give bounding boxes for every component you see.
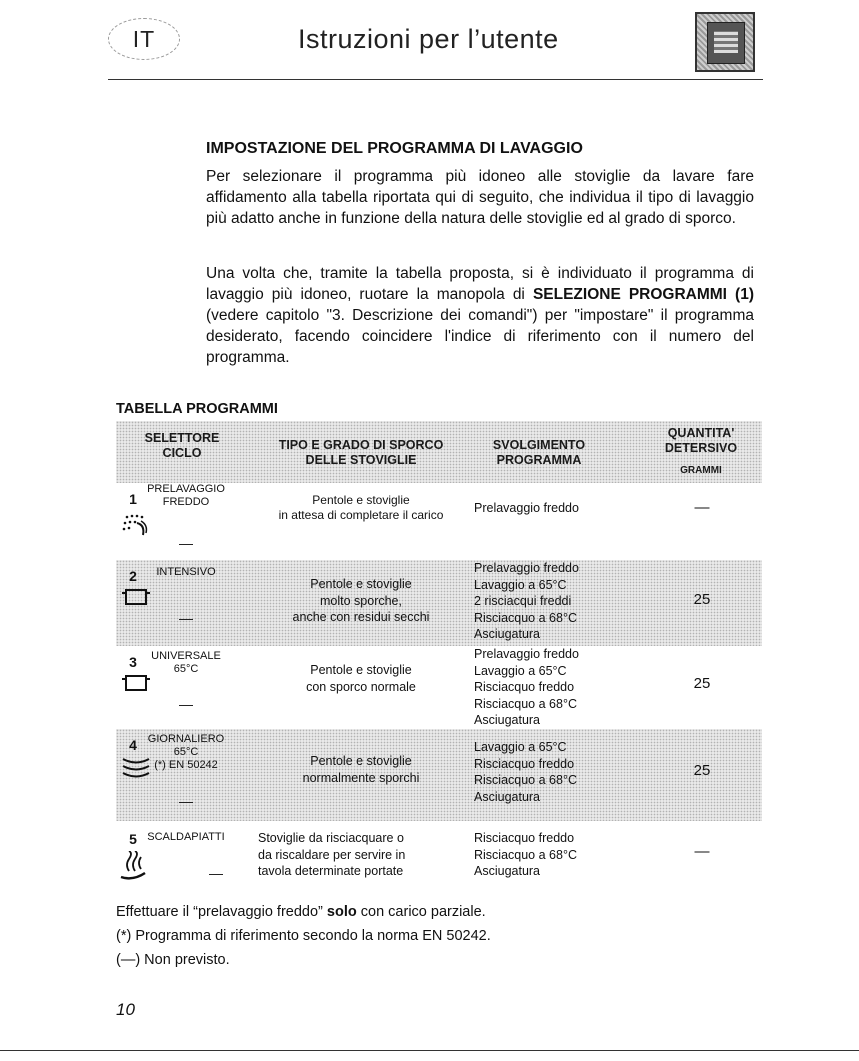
program-steps — [474, 739, 644, 805]
soil-type-line: Pentole e stoviglie — [310, 754, 412, 768]
selector-line: PRELAVAGGIO — [147, 483, 225, 495]
program-step: Lavaggio a 65°C — [474, 663, 567, 678]
selector-label — [136, 733, 236, 772]
program-step: Asciugatura — [474, 864, 541, 878]
header-selettore — [132, 431, 232, 461]
header-quantita-line2: DETERSIVO — [664, 441, 738, 455]
selector-line: 65°C — [173, 746, 199, 758]
not-applicable-mark: — — [209, 865, 223, 881]
detergent-quantity: — — [694, 843, 710, 860]
not-applicable-mark: — — [179, 793, 193, 809]
program-steps — [474, 830, 644, 880]
header-quantita — [646, 426, 756, 478]
table-row — [116, 729, 762, 821]
footer-divider — [0, 1050, 859, 1051]
soil-type-line: anche con residui secchi — [292, 610, 430, 624]
intro-paragraph: Per selezionare il programma più idoneo alle stoviglie da lavare fare affidamento alla tabella riportata qui di seguito, che individua il tipo di lavaggio più adatto anche in funzione della natura delle stoviglie ed al grado di sporco. — [206, 168, 754, 227]
header-quantita-line1: QUANTITA' — [667, 426, 735, 440]
soil-type-line: in attesa di completare il carico — [278, 508, 444, 522]
header-svolgimento-line1: SVOLGIMENTO — [492, 438, 586, 452]
soil-type-line: tavola determinate portate — [258, 864, 404, 878]
selector-line: INTENSIVO — [156, 566, 216, 578]
instructions-text-a: Una volta che, tramite la tabella proposta, si è individuato il programma di lavaggio più idoneo, ruotare la manopola di — [206, 265, 754, 303]
program-step: Asciugatura — [474, 789, 541, 804]
table-row — [116, 483, 762, 560]
program-step: Asciugatura — [474, 627, 541, 641]
soil-type-line: con sporco normale — [306, 679, 416, 694]
program-step: Prelavaggio freddo — [474, 647, 579, 661]
program-step: Asciugatura — [474, 713, 541, 727]
header-quantita-line3: GRAMMI — [680, 465, 722, 476]
note-not-applicable: (—) Non previsto. — [116, 952, 230, 968]
program-number: 3 — [129, 654, 137, 670]
soil-type — [266, 493, 456, 523]
selector-line: 65°C — [173, 663, 199, 675]
dishwasher-icon — [695, 12, 755, 72]
program-number: 4 — [129, 737, 137, 753]
header-selettore-line1: SELETTORE — [144, 431, 220, 445]
header-divider — [108, 79, 763, 80]
soil-type — [258, 830, 458, 880]
program-step: Prelavaggio freddo — [474, 561, 579, 575]
soil-type-line: da riscaldare per servire in — [258, 847, 406, 862]
note-reference-program: (*) Programma di riferimento secondo la norma EN 50242. — [116, 928, 491, 944]
program-steps — [474, 646, 644, 729]
detergent-quantity: 25 — [693, 591, 711, 608]
selector-line: FREDDO — [162, 496, 210, 508]
header-tipo — [266, 438, 456, 468]
instructions-paragraph — [206, 263, 754, 368]
program-step: Lavaggio a 65°C — [474, 577, 567, 592]
section-heading: IMPOSTAZIONE DEL PROGRAMMA DI LAVAGGIO — [206, 140, 583, 157]
table-row — [116, 560, 762, 646]
selector-label — [136, 566, 236, 579]
program-step: Risciacquo freddo — [474, 831, 575, 845]
note-prewash — [116, 904, 486, 920]
page-title: Istruzioni per l’utente — [298, 24, 559, 54]
instructions-text-b: (vedere capitolo "3. Descrizione dei comandi") per "impostare" il programma desiderato, facendo coincidere l'indice di riferimento con il numero del programma. — [206, 307, 754, 366]
program-steps — [474, 500, 644, 517]
plate-warming-icon — [119, 851, 151, 881]
selector-line: SCALDAPIATTI — [147, 831, 225, 843]
program-step: Risciacquo a 68°C — [474, 696, 577, 711]
soil-type-line: normalmente sporchi — [302, 770, 420, 785]
instructions-text-bold: SELEZIONE PROGRAMMI (1) — [532, 286, 754, 303]
soil-type — [266, 662, 456, 695]
selector-line: GIORNALIERO — [147, 733, 225, 745]
soil-type — [266, 576, 456, 626]
language-code: IT — [132, 25, 156, 52]
selector-label — [136, 483, 236, 509]
header-selettore-line2: CICLO — [162, 446, 202, 460]
soil-type-line: Pentole e stoviglie — [312, 493, 410, 507]
note-text: Effettuare il “prelavaggio freddo” — [116, 904, 327, 920]
table-header — [116, 421, 762, 483]
selector-line: (*) EN 50242 — [154, 759, 218, 771]
program-number: 2 — [129, 568, 137, 584]
header-tipo-line2: DELLE STOVIGLIE — [305, 453, 417, 467]
page-number: 10 — [116, 1000, 135, 1019]
language-badge — [108, 18, 180, 60]
program-step: Risciacquo a 68°C — [474, 773, 577, 787]
program-step: 2 risciacqui freddi — [474, 594, 572, 608]
prewash-spray-icon — [121, 513, 151, 537]
programs-table — [116, 421, 762, 887]
soil-type — [266, 753, 456, 786]
selector-label — [136, 831, 236, 844]
header-svolgimento — [474, 438, 604, 468]
program-step: Risciacquo a 68°C — [474, 847, 577, 862]
not-applicable-mark: — — [179, 535, 193, 551]
program-step: Risciacquo freddo — [474, 680, 575, 694]
table-row — [116, 646, 762, 729]
not-applicable-mark: — — [179, 610, 193, 626]
program-steps — [474, 560, 644, 643]
program-step: Risciacquo a 68°C — [474, 610, 577, 625]
selector-label — [136, 650, 236, 676]
header-tipo-line1: TIPO E GRADO DI SPORCO — [278, 438, 444, 452]
program-step: Risciacquo freddo — [474, 756, 575, 771]
detergent-quantity: 25 — [693, 762, 711, 779]
program-step: Prelavaggio freddo — [474, 501, 579, 515]
pot-icon — [121, 584, 151, 608]
soil-type-line: molto sporche, — [320, 593, 402, 608]
selector-line: UNIVERSALE — [151, 650, 221, 662]
program-number: 1 — [129, 491, 137, 507]
program-number: 5 — [129, 831, 137, 847]
program-step: Lavaggio a 65°C — [474, 740, 567, 754]
soil-type-line: Pentole e stoviglie — [310, 577, 412, 591]
detergent-quantity: — — [694, 499, 710, 516]
detergent-quantity: 25 — [693, 675, 711, 692]
soil-type-line: Stoviglie da risciacquare o — [258, 831, 404, 845]
soil-type-line: Pentole e stoviglie — [310, 663, 412, 677]
header-svolgimento-line2: PROGRAMMA — [496, 453, 582, 467]
not-applicable-mark: — — [179, 696, 193, 712]
table-title: TABELLA PROGRAMMI — [116, 401, 278, 417]
note-text: con carico parziale. — [356, 904, 486, 920]
note-emphasis: solo — [326, 904, 357, 920]
table-row — [116, 821, 762, 887]
